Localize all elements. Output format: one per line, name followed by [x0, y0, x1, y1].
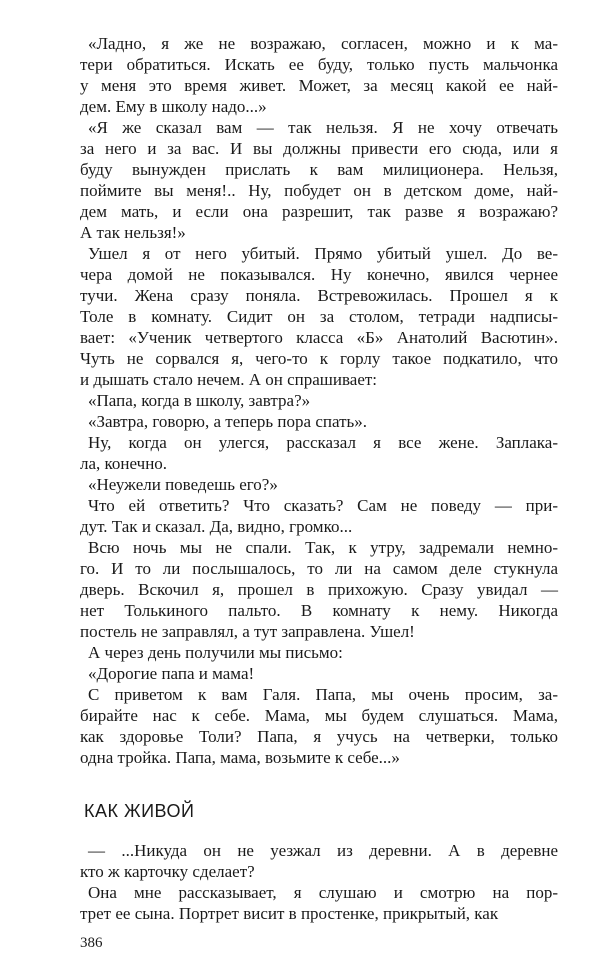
text-line: дверь. Вскочил я, прошел в прихожую. Сразу увидал — — [80, 580, 558, 599]
text-line: и дышать стало нечем. А он спрашивает: — [80, 370, 378, 389]
paragraph — [80, 33, 558, 117]
section-heading: КАК ЖИВОЙ — [84, 801, 195, 821]
text-line: «Завтра, говорю, а теперь пора спать». — [88, 412, 367, 431]
text-line: «Папа, когда в школу, завтра?» — [88, 391, 311, 410]
text-line: постель не заправлял, а тут заправлена. Ушел! — [80, 622, 415, 641]
text-line: вает: «Ученик четвертого класса «Б» Анатолий Васютин». — [80, 328, 558, 347]
paragraph — [80, 390, 558, 411]
text-line: А так нельзя!» — [80, 223, 186, 242]
text-line: дем. Ему в школу надо...» — [80, 97, 267, 116]
paragraph — [80, 117, 558, 243]
paragraph — [80, 243, 558, 390]
text-line: поймите вы меня!.. Ну, побудет он в детском доме, най- — [80, 181, 558, 200]
text-line: «Ладно, я же не возражаю, согласен, можно и к ма- — [88, 34, 558, 53]
paragraph — [80, 495, 558, 537]
paragraph — [80, 840, 558, 882]
text-line: Ушел я от него убитый. Прямо убитый ушел. До ве- — [88, 244, 558, 263]
text-line: «Я же сказал вам — так нельзя. Я не хочу отвечать — [88, 118, 558, 137]
main-text — [80, 33, 558, 768]
text-line: трет ее сына. Портрет висит в простенке, прикрытый, как — [80, 904, 499, 923]
text-line: Чуть не сорвался я, чего-то к горлу такое подкатило, что — [80, 349, 558, 368]
text-line: го. И то ли послышалось, то ли на самом деле стукнула — [80, 559, 558, 578]
text-line: Она мне рассказывает, я слушаю и смотрю на пор- — [88, 883, 558, 902]
section-kak-zhivoy — [80, 798, 558, 924]
text-line: как здоровье Толи? Папа, я учусь на четверки, только — [80, 727, 558, 746]
paragraph — [80, 537, 558, 642]
page-number: 386 — [80, 935, 103, 951]
text-line: Ну, когда он улегся, рассказал я все жене. Заплака- — [88, 433, 558, 452]
text-line: дем мать, и если она разрешит, так разве я возражаю? — [80, 202, 558, 221]
paragraph — [80, 432, 558, 474]
text-line: ла, конечно. — [80, 454, 168, 473]
paragraph — [80, 882, 558, 924]
text-line: одна тройка. Папа, мама, возьмите к себе...» — [80, 748, 400, 767]
text-line: «Дорогие папа и мама! — [88, 664, 255, 683]
text-line: нет Толькиного пальто. В комнату к нему. Никогда — [80, 601, 558, 620]
paragraph — [80, 684, 558, 768]
text-line: Толе в комнату. Сидит он за столом, тетради надписы- — [80, 307, 558, 326]
text-line: «Неужели поведешь его?» — [88, 475, 278, 494]
text-line: Всю ночь мы не спали. Так, к утру, задремали немно- — [88, 538, 558, 557]
section-text — [80, 840, 558, 924]
text-line: за него и за вас. И вы должны привести его сюда, или я — [80, 139, 558, 158]
text-line: чера домой не показывался. Ну конечно, явился чернее — [80, 265, 558, 284]
text-line: А через день получили мы письмо: — [88, 643, 343, 662]
text-line: буду вынужден прислать к вам милиционера. Нельзя, — [80, 160, 558, 179]
paragraph — [80, 642, 558, 663]
text-line: бирайте нас к себе. Мама, мы будем слушаться. Мама, — [80, 706, 558, 725]
text-line: Что ей ответить? Что сказать? Сам не поведу — при- — [88, 496, 558, 515]
paragraph — [80, 411, 558, 432]
text-line: С приветом к вам Галя. Папа, мы очень просим, за- — [88, 685, 558, 704]
text-line: кто ж карточку сделает? — [80, 862, 255, 881]
text-line: дут. Так и сказал. Да, видно, громко... — [80, 517, 353, 536]
text-line: тучи. Жена сразу поняла. Встревожилась. Прошел я к — [80, 286, 558, 305]
text-line: — ...Никуда он не уезжал из деревни. А в деревне — [88, 841, 558, 860]
paragraph — [80, 663, 558, 684]
text-line: у меня это время живет. Может, за месяц какой ее най- — [80, 76, 558, 95]
paragraph — [80, 474, 558, 495]
text-line: тери обратиться. Искать ее буду, только пусть мальчонка — [80, 55, 558, 74]
